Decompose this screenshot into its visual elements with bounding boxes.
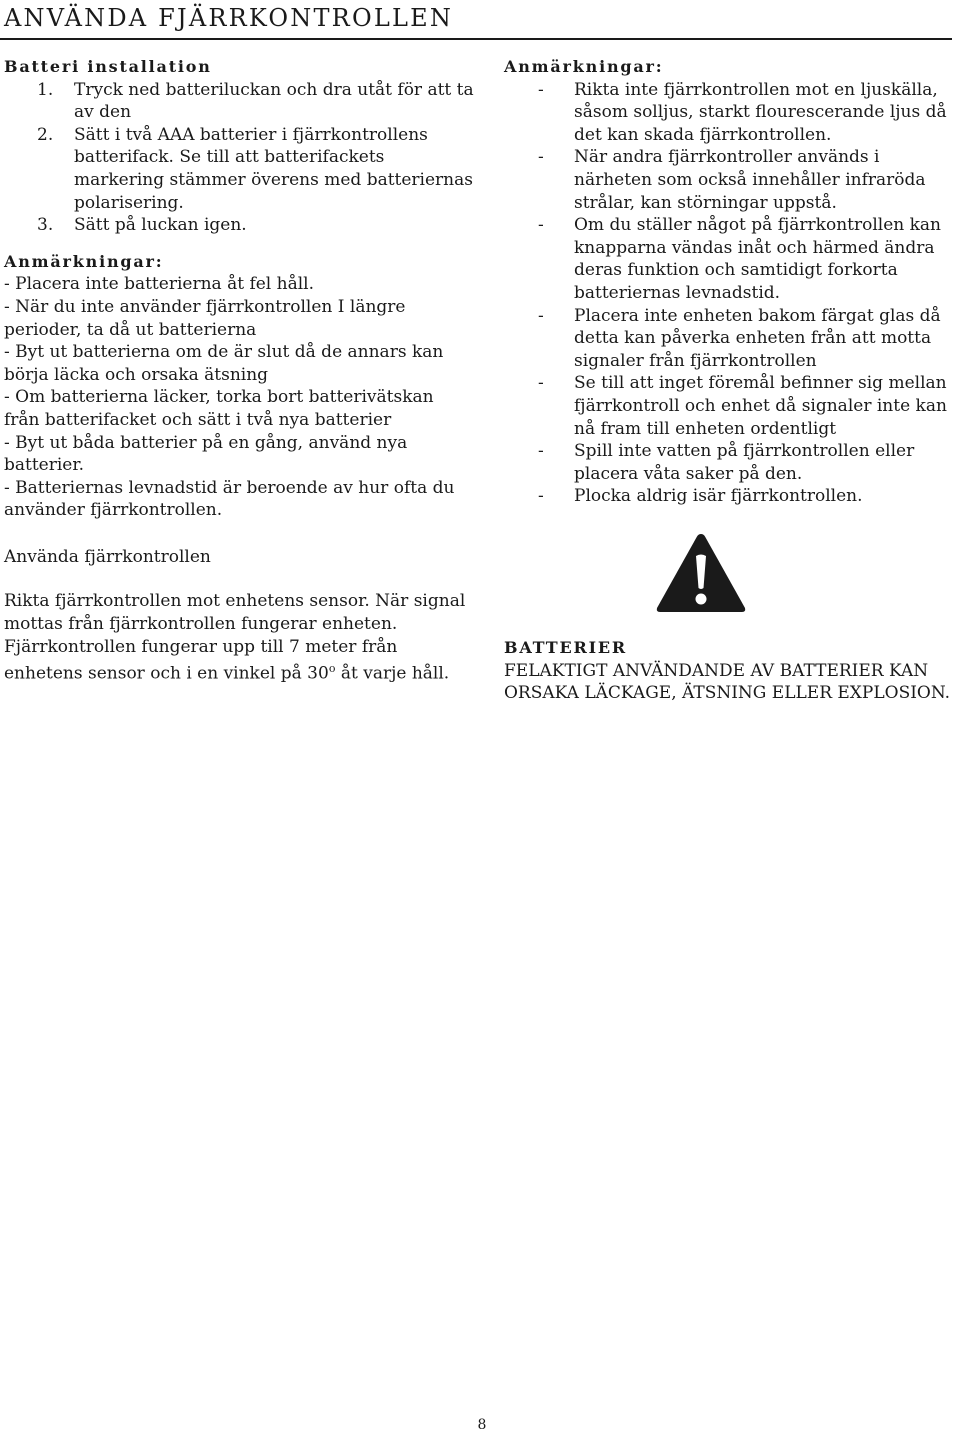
step-number: 2.: [37, 124, 54, 145]
remote-note: [504, 440, 956, 485]
remote-notes-heading: Anmärkningar:: [504, 57, 664, 76]
right-column: [504, 56, 956, 508]
step-text: Sätt på luckan igen.: [74, 215, 247, 236]
left-column: [4, 56, 474, 686]
usage-instructions: [4, 590, 474, 685]
remote-note-text: När andra fjärrkontroller används i närheten som också innehåller infraröda strålar, kan störningar uppstå.: [574, 147, 926, 213]
remote-note-text: Plocka aldrig isär fjärrkontrollen.: [574, 486, 863, 507]
installation-step: [4, 124, 474, 214]
remote-notes-list: [504, 79, 956, 508]
battery-note: - När du inte använder fjärrkontrollen I längre perioder, ta då ut batterierna: [4, 296, 406, 340]
battery-warning: [504, 637, 956, 705]
battery-note: - Placera inte batterierna åt fel håll.: [4, 274, 314, 295]
battery-installation-heading: Batteri installation: [4, 57, 212, 76]
step-number: 3.: [37, 215, 54, 236]
title-underline: [0, 38, 952, 40]
battery-note: - Byt ut batterierna om de är slut då de annars kan börja läcka och orsaka ätsning: [4, 342, 444, 385]
dash-bullet: -: [538, 441, 544, 462]
step-text: Tryck ned batteriluckan och dra utåt för att ta av den: [74, 79, 474, 123]
dash-bullet: -: [538, 305, 544, 326]
warning-triangle-icon: [655, 532, 747, 614]
battery-note: - Byt ut båda batterier på en gång, använd nya batterier.: [4, 432, 408, 476]
remote-note-text: Om du ställer något på fjärrkontrollen kan knapparna vändas inåt och härmed ändra deras funktion och samtidigt forkorta batteriernas levnadstid.: [574, 215, 942, 303]
dash-bullet: -: [538, 373, 544, 394]
page-title: ANVÄNDA FJÄRRKONTROLLEN: [4, 4, 454, 32]
page-number: 8: [477, 1417, 487, 1433]
remote-note: [504, 146, 956, 214]
remote-note: [504, 485, 956, 508]
installation-step: [4, 79, 474, 124]
usage-text-end: åt varje håll.: [335, 663, 450, 684]
remote-note-text: Spill inte vatten på fjärrkontrollen eller placera våta saker på den.: [574, 441, 915, 484]
installation-steps: [4, 79, 474, 237]
usage-section-title: Använda fjärrkontrollen: [4, 546, 211, 567]
remote-note: [504, 305, 956, 373]
degree-mark: o: [328, 662, 336, 676]
dash-bullet: -: [538, 147, 544, 168]
step-text: Sätt i två AAA batterier i fjärrkontrollens batterifack. Se till att batterifackets markering stämmer överens med batteriernas polarisering.: [74, 124, 473, 213]
usage-text: Rikta fjärrkontrollen mot enhetens sensor. När signal mottas från fjärrkontrollen fungerar enheten. Fjärrkontrollen fungerar upp till 7 meter från enhetens sensor och i en vinkel på 30: [4, 591, 466, 684]
usage-paragraph: [4, 590, 474, 685]
remote-note: [504, 214, 956, 304]
remote-note-text: Rikta inte fjärrkontrollen mot en ljuskälla, såsom solljus, starkt flourescerande ljus då det kan skada fjärrkontrollen.: [574, 79, 947, 145]
dash-bullet: -: [538, 215, 544, 236]
remote-note: [504, 79, 956, 147]
remote-note: [504, 372, 956, 440]
remote-note-text: Placera inte enheten bakom färgat glas då detta kan påverka enheten från att motta signaler från fjärrkontrollen: [574, 305, 941, 371]
battery-notes: [4, 251, 474, 522]
battery-note: - Batteriernas levnadstid är beroende av hur ofta du använder fjärrkontrollen.: [4, 477, 455, 521]
dash-bullet: -: [538, 486, 544, 507]
battery-notes-heading: Anmärkningar:: [4, 251, 164, 271]
battery-warning-heading: BATTERIER: [504, 638, 627, 657]
battery-note: - Om batterierna läcker, torka bort batterivätskan från batterifacket och sätt i två nya batterier: [4, 387, 434, 430]
installation-step: [4, 214, 474, 237]
dash-bullet: -: [538, 79, 544, 100]
step-number: 1.: [37, 79, 54, 100]
remote-note-text: Se till att inget föremål befinner sig mellan fjärrkontroll och enhet då signaler inte kan nå fram till enheten ordentligt: [574, 373, 947, 439]
battery-warning-text: FELAKTIGT ANVÄNDANDE AV BATTERIER KAN ORSAKA LÄCKAGE, ÄTSNING ELLER EXPLOSION.: [504, 660, 951, 704]
